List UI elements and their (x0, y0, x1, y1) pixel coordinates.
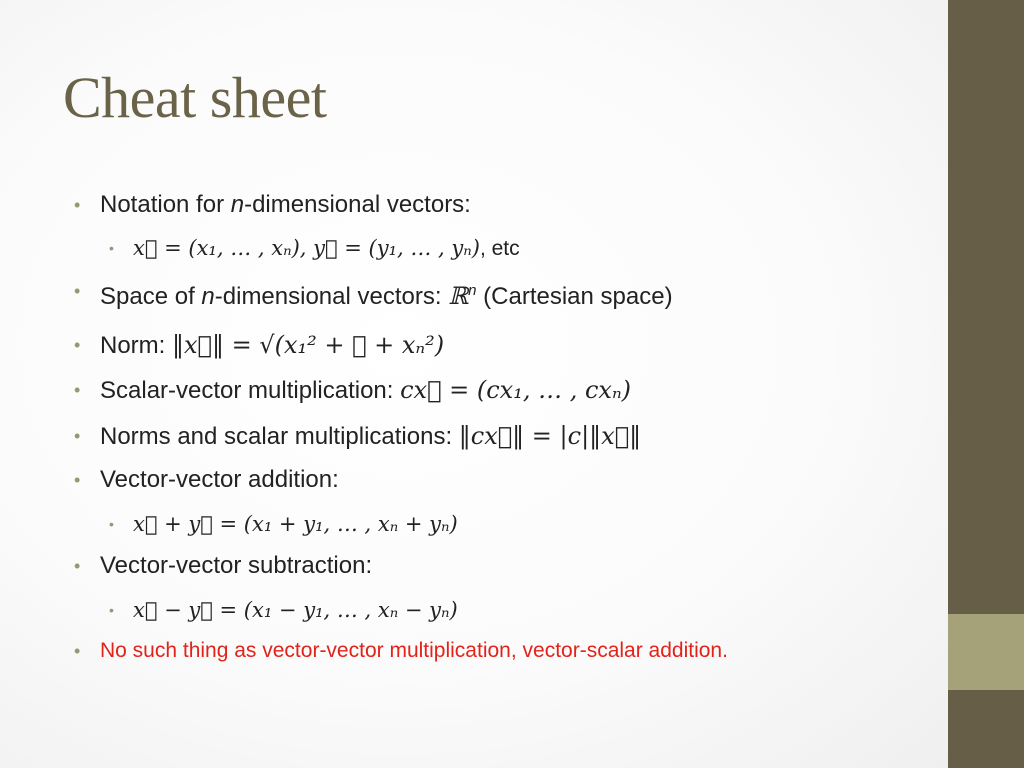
formula: x⃗ − y⃗ = (x₁ − y₁, … , xₙ − yₙ) (133, 598, 458, 622)
decorative-sidebar (948, 0, 1024, 768)
bullet-marker: • (74, 195, 81, 215)
formula: ‖x⃗‖ = √(x₁² + ⋯ + xₙ²) (172, 331, 445, 359)
bullet-text-after: , etc (479, 237, 520, 260)
bullet-marker: • (74, 335, 81, 355)
slide-title: Cheat sheet (63, 65, 327, 130)
bullet-text-after: -dimensional vectors: (214, 283, 449, 310)
subbullet-notation-formula (109, 234, 520, 263)
bullet-warning (74, 637, 728, 665)
bullet-norms-scalar (74, 422, 642, 451)
bullet-emphasis: n (230, 191, 245, 218)
warning-text: No such thing as vector-vector multiplication, vector-scalar addition. (100, 639, 728, 662)
bullet-vector-subtraction (74, 552, 373, 580)
bullet-marker: • (74, 380, 81, 400)
bullet-marker: • (109, 516, 114, 532)
bullet-text: Space of (100, 283, 202, 310)
bullet-vector-addition (74, 466, 339, 494)
bullet-marker: • (109, 240, 114, 256)
bullet-norm (74, 331, 445, 360)
bullet-marker: • (74, 470, 81, 490)
bullet-emphasis: n (201, 283, 215, 310)
bullet-text: Scalar-vector multiplication: (100, 377, 401, 404)
bullet-scalar-vector (74, 376, 632, 405)
subbullet-subtraction-formula (109, 596, 458, 625)
formula: x⃗ = (x₁, … , xₙ), y⃗ = (y₁, … , yₙ) (133, 236, 480, 260)
bullet-text: Norm: (100, 332, 172, 359)
real-numbers-symbol: ℝ (448, 282, 469, 310)
bullet-text: Norms and scalar multiplications: (100, 423, 459, 450)
bullet-marker: • (74, 556, 81, 576)
bullet-text-paren: (Cartesian space) (476, 283, 673, 310)
bullet-text: Notation for (100, 191, 231, 218)
formula: ‖cx⃗‖ = |c|‖x⃗‖ (458, 422, 642, 450)
bullet-text-after: -dimensional vectors: (244, 191, 471, 218)
bullet-marker: • (109, 602, 114, 618)
superscript: n (468, 282, 477, 299)
formula: cx⃗ = (cx₁, … , cxₙ) (400, 376, 632, 404)
bullet-marker: • (74, 641, 81, 661)
bullet-text: Vector-vector addition: (100, 466, 339, 493)
subbullet-addition-formula (109, 510, 458, 539)
bullet-text: Vector-vector subtraction: (100, 552, 373, 579)
formula: x⃗ + y⃗ = (x₁ + y₁, … , xₙ + yₙ) (133, 512, 458, 536)
bullet-marker: • (74, 426, 81, 446)
bullet-space (74, 277, 673, 311)
bullet-notation (74, 191, 471, 219)
bullet-marker: • (74, 281, 81, 301)
sidebar-accent-block (948, 614, 1024, 690)
